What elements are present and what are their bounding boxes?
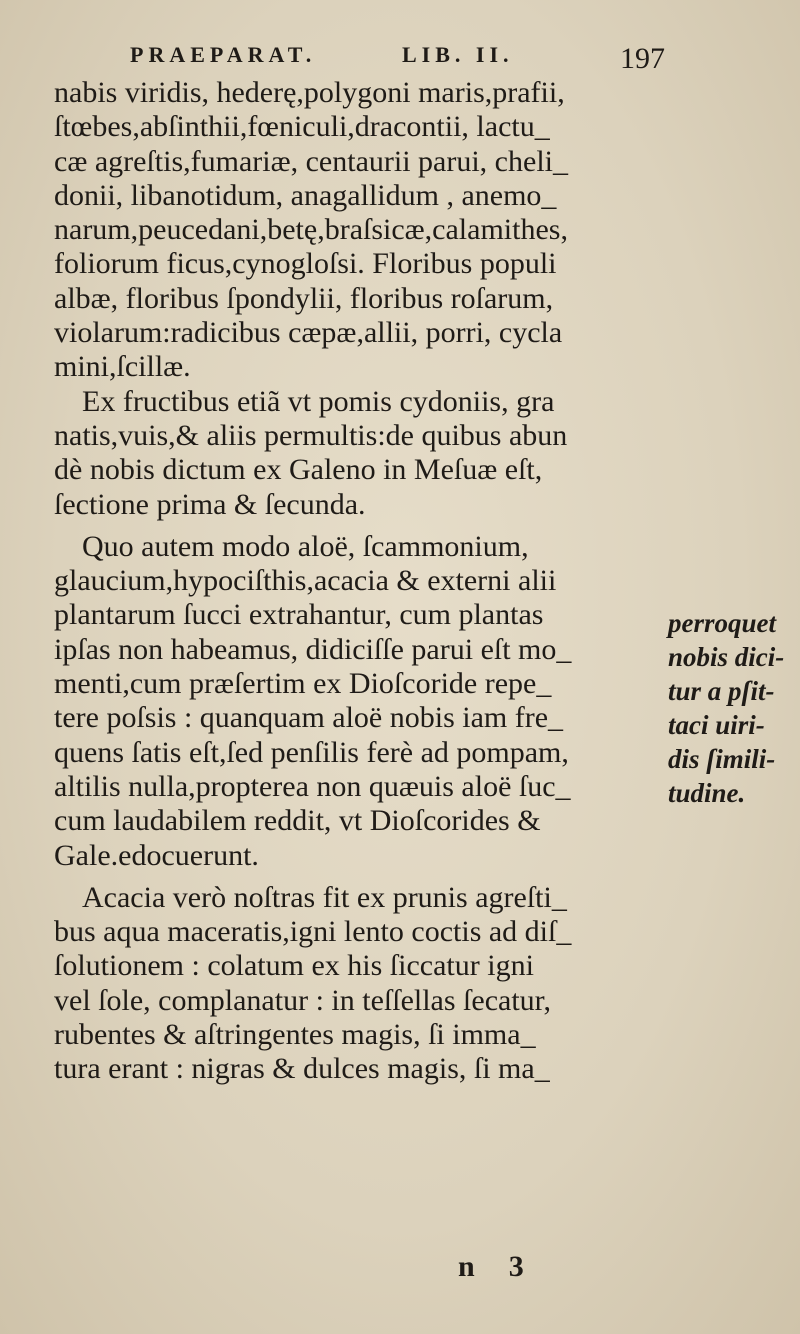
text-line: rubentes & aſtringentes magis, ſi imma_ [54,1018,536,1052]
text-line: nabis viridis, hederę,polygoni maris,prafii, [54,76,565,109]
text-line: narum,peucedani,betę,braſsicæ,calamithes, [54,213,568,247]
text-line: donii, libanotidum, anagallidum , anemo_ [54,178,557,212]
text-line: Gale.edocuerunt. [54,838,259,872]
text-line: altilis nulla,propterea non quæuis aloë ſuc_ [54,769,571,803]
text-line: mini,ſcillæ. [54,350,191,384]
text-line: ſolutionem : colatum ex his ſiccatur igni [54,949,534,983]
header-book: LIB. II. [402,42,514,67]
paragraph-start-line: Quo autem modo aloë, ſcammonium, [82,529,529,563]
text-line: menti,cum præſertim ex Dioſcoride repe_ [54,667,552,701]
header-title: PRAEPARAT. [130,42,317,67]
signature-mark [458,1250,558,1284]
text-line: cum laudabilem reddit, vt Dioſcorides & [54,804,541,838]
paragraph-start-line: Ex fructibus etiã vt pomis cydoniis, gra [82,384,555,418]
text-line: glaucium,hypociſthis,acacia & externi alii [54,564,557,598]
text-line: vel ſole, complanatur : in teſſellas ſecatur, [54,983,551,1017]
margin-note-line: taci uiri- [668,710,765,740]
text-line: bus aqua maceratis,igni lento coctis ad diſ_ [54,915,572,949]
text-line: albæ, floribus ſpondylii, floribus roſarum, [54,281,554,315]
paragraph-start-line: Acacia verò noſtras fit ex prunis agreſti_ [82,880,567,914]
margin-note-line: nobis dici- [668,642,785,672]
text-line: natis,vuis,& aliis permultis:de quibus abun [54,418,568,452]
signature-number: 3 [508,1250,524,1283]
text-line: ipſas non habeamus, didiciſſe parui eſt mo_ [54,632,572,666]
text-line: ſectione prima & ſecunda. [54,487,366,521]
margin-note-line: tur a pſit- [668,676,775,706]
margin-note-line: dis ſimili- [668,744,776,774]
text-line: quens ſatis eſt,ſed penſilis ferè ad pompam, [54,735,569,769]
text-line: cæ agreſtis,fumariæ, centaurii parui, cheli_ [54,144,568,178]
text-line: plantarum ſucci extrahantur, cum plantas [54,598,544,632]
text-line: tura erant : nigras & dulces magis, ſi ma_ [54,1052,550,1086]
text-line: ſtœbes,abſinthii,fœniculi,dracontii, lactu_ [54,110,550,144]
text-line: foliorum ficus,cynogloſsi. Floribus populi [54,247,557,281]
main-text [54,76,654,1087]
page-number: 197 [620,42,665,75]
margin-note-line: tudine. [668,778,746,808]
margin-note [668,606,796,810]
text-line: tere poſsis : quanquam aloë nobis iam fre_ [54,701,564,735]
paragraph-gap [54,873,654,881]
signature-letter: n [458,1250,475,1283]
margin-note-line: perroquet [668,608,776,638]
running-header [130,38,690,78]
text-line: dè nobis dictum ex Galeno in Meſuæ eſt, [54,453,543,487]
paragraph-gap [54,522,654,530]
text-line: violarum:radicibus cæpæ,allii, porri, cycla [54,316,563,350]
